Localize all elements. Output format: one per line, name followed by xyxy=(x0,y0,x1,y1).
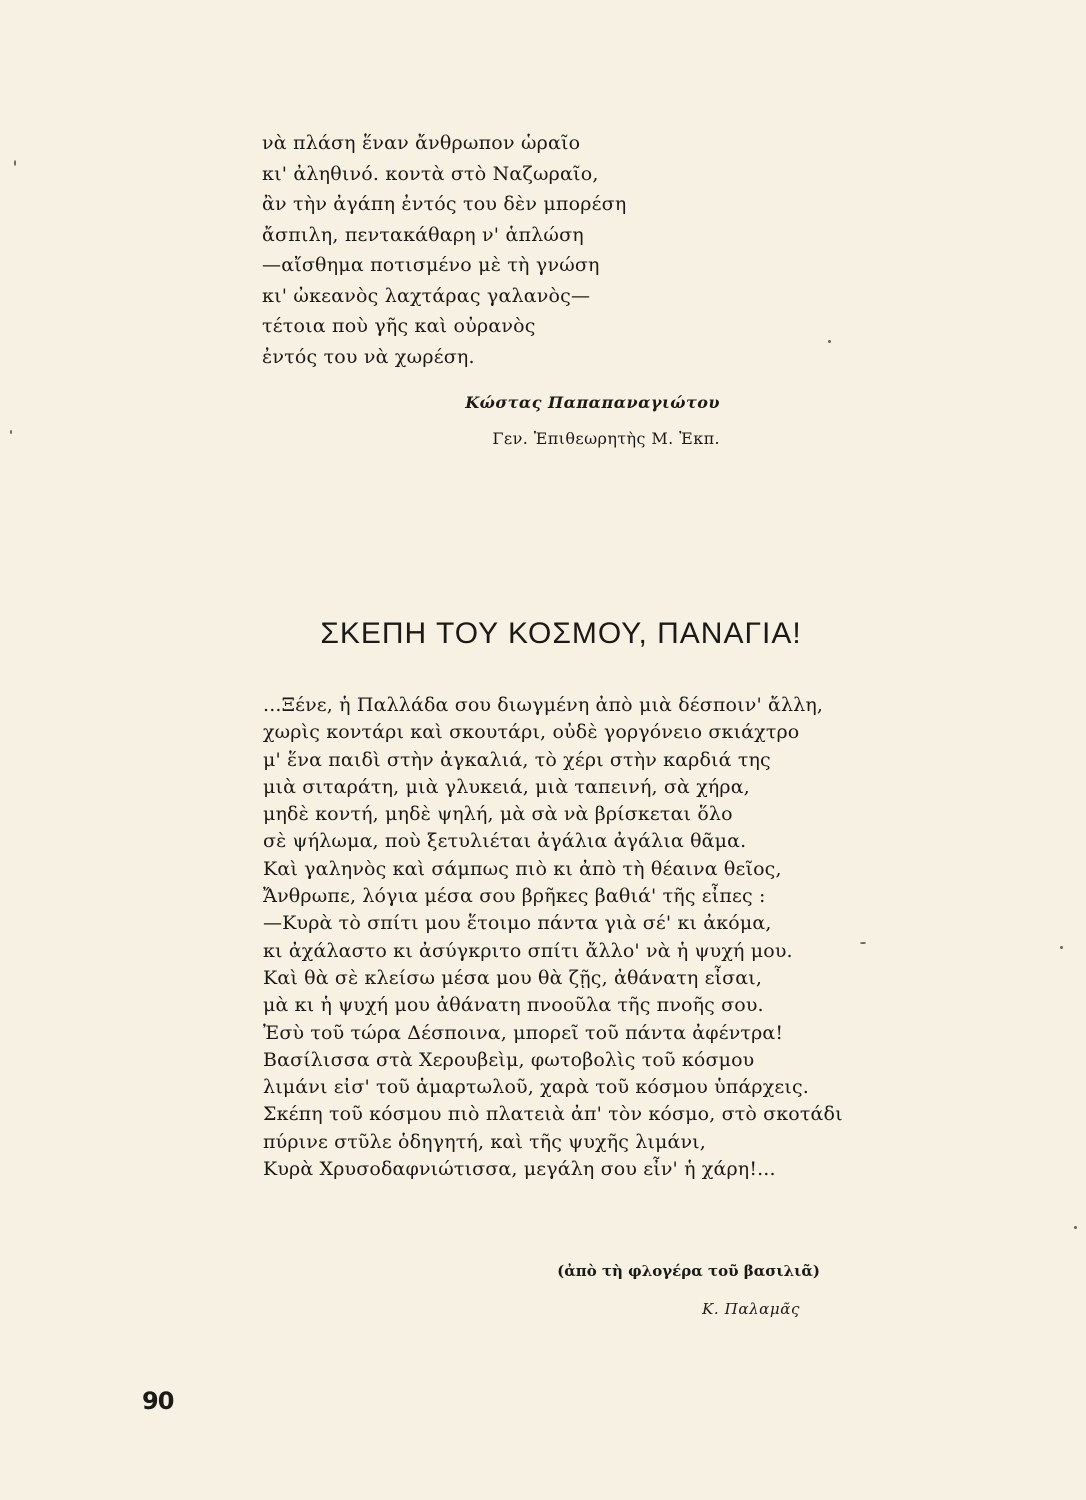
author-role: Γεν. Ἐπιθεωρητὴς Μ. Ἐκπ. xyxy=(492,429,720,448)
paper-speck xyxy=(14,160,16,166)
poem-line: μὰ κι ἡ ψυχή μου ἀθάνατη πνοοῦλα τῆς πνοῆς σου. xyxy=(263,994,764,1017)
poem-line: ἄσπιλη, πεντακάθαρη ν' ἁπλώση xyxy=(262,223,584,246)
poem-line: Βασίλισσα στὰ Χερουβεὶμ, φωτοβολὶς τοῦ κόσμου xyxy=(263,1048,755,1071)
poem-line: λιμάνι εἰσ' τοῦ ἁμαρτωλοῦ, χαρὰ τοῦ κόσμου ὑπάρχεις. xyxy=(263,1076,809,1099)
paper-speck xyxy=(1074,1226,1077,1229)
poem-line: νὰ πλάση ἕναν ἄνθρωπον ὡραῖο xyxy=(262,132,581,154)
poem-line: χωρὶς κοντάρι καὶ σκουτάρι, οὐδὲ γοργόνειο σκιάχτρο xyxy=(263,721,800,744)
poem-line: Καὶ γαληνὸς καὶ σάμπως πιὸ κι ἀπὸ τὴ θέαινα θεῖος, xyxy=(263,857,782,880)
poem-line: Σκέπη τοῦ κόσμου πιὸ πλατειὰ ἀπ' τὸν κόσμο, στὸ σκοτάδι xyxy=(263,1103,843,1126)
paper-speck xyxy=(828,340,831,343)
poem-line: —αἴσθημα ποτισμένο μὲ τὴ γνώση xyxy=(262,254,600,276)
poem-line: ἂν τὴν ἀγάπη ἐντός του δὲν μπορέση xyxy=(262,193,627,215)
poem-line: Κυρὰ Χρυσοδαφνιώτισσα, μεγάλη σου εἶν' ἡ χάρη!... xyxy=(263,1158,776,1181)
poem-line: τέτοια ποὺ γῆς καὶ οὐρανὸς xyxy=(262,315,536,337)
poem-line: Καὶ θὰ σὲ κλείσω μέσα μου θὰ ζῇς, ἀθάνατη εἶσαι, xyxy=(263,966,763,989)
paper-speck xyxy=(860,942,866,944)
poem-line: Ἄνθρωπε, λόγια μέσα σου βρῆκες βαθιά' τῆς εἶπες : xyxy=(263,885,766,908)
poem-body xyxy=(263,692,883,1183)
poem-line: μ' ἕνα παιδὶ στὴν ἀγκαλιά, τὸ χέρι στὴν καρδιά της xyxy=(263,748,771,771)
poem-line: κι' ἀληθινό. κοντὰ στὸ Ναζωραῖο, xyxy=(262,162,599,185)
poem-line: κι' ὠκεανὸς λαχτάρας γαλανὸς— xyxy=(262,284,591,307)
paper-speck xyxy=(1060,946,1063,949)
poem-author: Κώστας Παπαπαναγιώτου xyxy=(465,393,720,412)
poem-author: Κ. Παλαμᾶς xyxy=(702,1300,800,1318)
poem-line: ...Ξένε, ἡ Παλλάδα σου διωγμένη ἀπὸ μιὰ δέσποιν' ἄλλη, xyxy=(263,694,824,716)
page-number: 90 xyxy=(142,1387,174,1415)
poem-source: (ἀπὸ τὴ φλογέρα τοῦ βασιλιᾶ) xyxy=(557,1262,820,1280)
poem-line: μηδὲ κοντή, μηδὲ ψηλή, μὰ σὰ νὰ βρίσκεται ὅλο xyxy=(263,803,733,826)
paper-speck xyxy=(10,430,12,434)
poem-line: —Κυρὰ τὸ σπίτι μου ἕτοιμο πάντα γιὰ σέ' κι ἀκόμα, xyxy=(263,912,772,935)
poem-signature xyxy=(330,392,720,450)
poem-title: ΣΚΕΠΗ ΤΟΥ ΚΟΣΜΟΥ, ΠΑΝΑΓΙΑ! xyxy=(320,617,802,650)
poem-line: ἐντός του νὰ χωρέση. xyxy=(262,345,475,368)
poem-line: Ἐσὺ τοῦ τώρα Δέσποινα, μπορεῖ τοῦ πάντα ἀφέντρα! xyxy=(263,1021,784,1044)
poem-line: μιὰ σιταράτη, μιὰ γλυκειά, μιὰ ταπεινή, σὰ χήρα, xyxy=(263,775,750,798)
poem-excerpt xyxy=(262,128,822,372)
poem-line: κι ἀχάλαστο κι ἀσύγκριτο σπίτι ἄλλο' νὰ ἡ ψυχή μου. xyxy=(263,939,793,962)
poem-line: σὲ ψήλωμα, ποὺ ξετυλιέται ἀγάλια ἀγάλια θᾶμα. xyxy=(263,830,747,853)
poem-line: πύρινε στῦλε ὁδηγητή, καὶ τῆς ψυχῆς λιμάνι, xyxy=(263,1130,706,1153)
